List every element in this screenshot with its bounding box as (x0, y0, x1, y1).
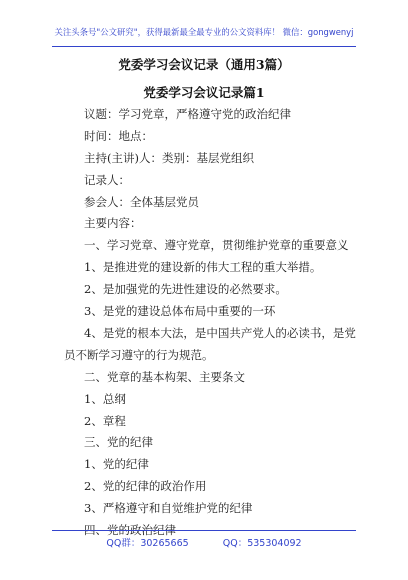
header-divider (52, 46, 356, 47)
body-line: 参会人：全体基层党员 (84, 194, 199, 209)
body-line: 1、党的纪律 (84, 457, 149, 472)
body-line: 时间：地点： (84, 128, 153, 143)
body-line: 3、是党的建设总体布局中重要的一环 (84, 304, 276, 319)
body-line: 2、章程 (84, 413, 126, 428)
body-line: 四、党的政治纪律 (84, 523, 176, 537)
document-main-title: 党委学习会议记录（通用3篇） (118, 57, 290, 72)
body-line: 1、总纲 (84, 391, 126, 406)
body-line: 3、严格遵守和自觉维护党的纪律 (84, 501, 253, 516)
body-line: 主持(主讲)人：类别：基层党组织 (84, 150, 254, 165)
body-line: 1、是推进党的建设新的伟大工程的重大举措。 (84, 260, 322, 275)
footer-contact (0, 535, 408, 549)
body-line: 记录人： (84, 172, 130, 187)
body-line: 员不断学习遵守的行为规范。 (64, 347, 214, 362)
body-line: 2、是加强党的先进性建设的必然要求。 (84, 282, 287, 297)
body-line: 4、是党的根本大法，是中国共产党人的必读书，是党 (84, 325, 356, 340)
footer-divider (52, 530, 356, 531)
body-line: 2、党的纪律的政治作用 (84, 479, 207, 494)
footer-qq-group: QQ群：30265665 (106, 538, 189, 549)
body-line: 二、党章的基本构架、主要条文 (84, 369, 245, 384)
body-line: 议题：学习党章，严格遵守党的政治纪律 (84, 107, 291, 121)
body-line: 一、学习党章、遵守党章，贯彻维护党章的重要意义 (84, 238, 349, 253)
body-line: 主要内容： (84, 216, 142, 231)
document-section-title: 党委学习会议记录篇1 (143, 85, 265, 100)
body-line: 三、党的纪律 (84, 435, 153, 450)
header-promo-note: 关注头条号"公文研究"，获得最新最全最专业的公文资料库！ 微信：gongwenyj (54, 27, 354, 37)
footer-qq-number: QQ：535304092 (222, 538, 302, 549)
